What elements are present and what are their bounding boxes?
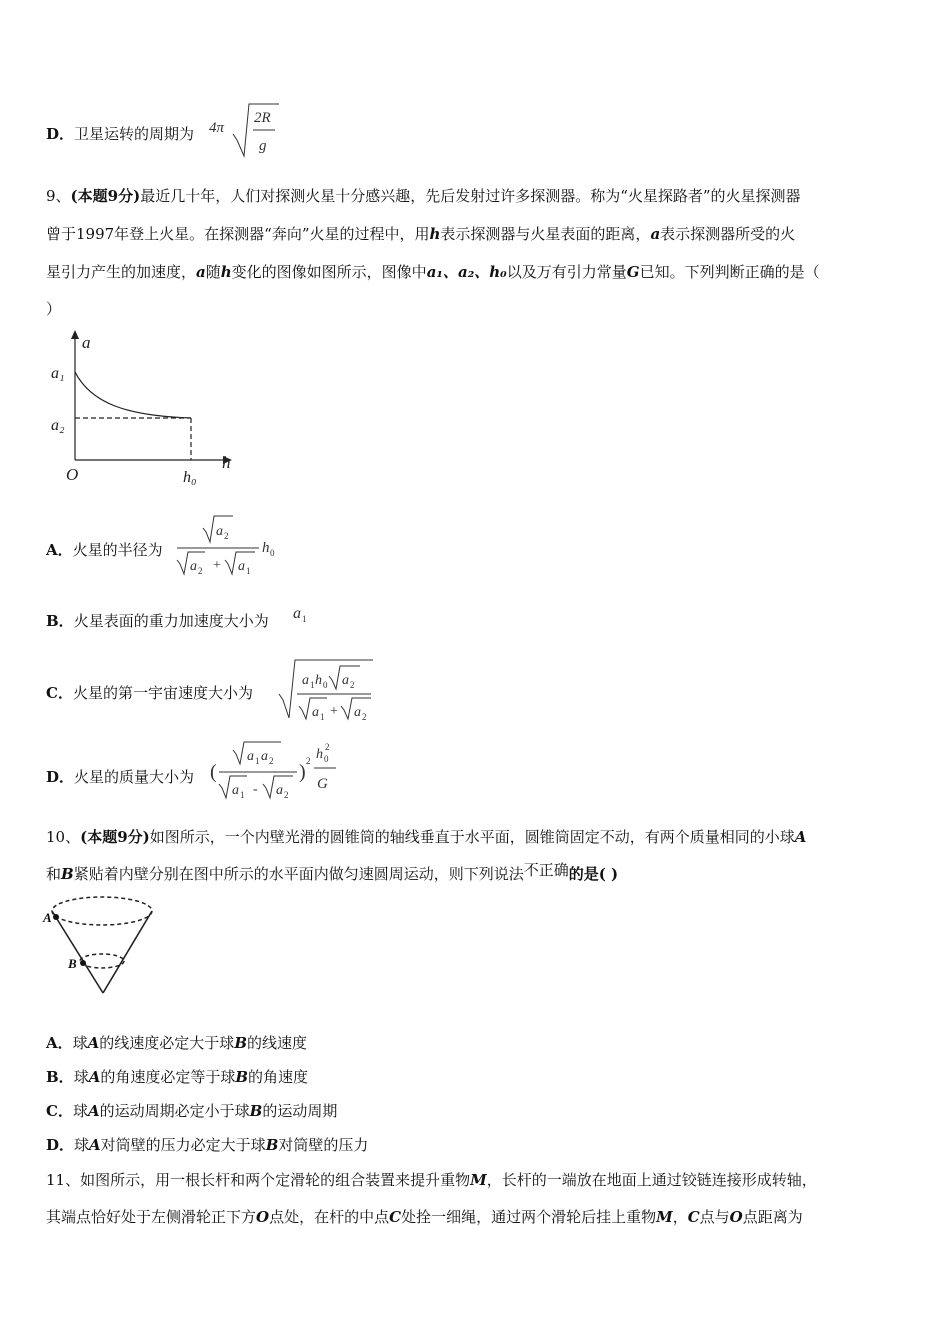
svg-text:a: a — [190, 559, 197, 574]
q11-line-2: 其端点恰好处于左侧滑轮正下方O点处，在杆的中点C处拴一细绳，通过两个滑轮后挂上重物M，C点与O点距离为 — [46, 1208, 803, 1226]
tick-label-a1: a₁ — [51, 365, 65, 382]
option-label: D． — [46, 125, 75, 143]
svg-text:a: a — [261, 749, 268, 764]
q9-line-3: 星引力产生的加速度，a随h变化的图像如图所示，图像中a₁、a₂、h₀以及万有引力常量G已知。下列判断正确的是（ — [46, 263, 820, 281]
ball-a-label: A — [43, 910, 52, 925]
q9-option-a: A．火星的半径为 — [46, 541, 163, 559]
svg-text:1: 1 — [302, 614, 307, 624]
svg-text:a: a — [302, 673, 309, 688]
svg-text:g: g — [259, 138, 267, 154]
svg-text:0: 0 — [324, 754, 329, 764]
option-text: 卫星运转的周期为 — [74, 125, 195, 143]
svg-text:): ) — [299, 761, 306, 783]
svg-text:a: a — [342, 673, 349, 688]
svg-text:1: 1 — [246, 566, 251, 576]
q9-option-a-formula — [175, 512, 285, 578]
svg-text:2: 2 — [269, 756, 274, 766]
svg-text:-: - — [253, 782, 258, 797]
svg-text:a: a — [293, 605, 301, 622]
tick-label-a2: a₂ — [51, 417, 65, 434]
svg-text:h: h — [315, 673, 322, 688]
svg-text:+: + — [330, 704, 338, 719]
svg-text:2: 2 — [325, 742, 330, 752]
q9-option-d-formula — [209, 738, 344, 804]
svg-text:2: 2 — [350, 680, 355, 690]
svg-text:2: 2 — [284, 790, 289, 800]
q10-line-1: 10、(本题9分)如图所示，一个内壁光滑的圆锥筒的轴线垂直于水平面，圆锥筒固定不动，有两个质量相同的小球A — [46, 828, 807, 846]
svg-text:1: 1 — [240, 790, 245, 800]
svg-text:2: 2 — [306, 756, 311, 766]
svg-text:h: h — [316, 747, 323, 762]
q11-line-1: 11、如图所示，用一根长杆和两个定滑轮的组合装置来提升重物M，长杆的一端放在地面上通过铰链连接形成转轴， — [46, 1171, 817, 1189]
svg-text:1: 1 — [310, 680, 315, 690]
svg-text:a: a — [216, 524, 223, 539]
q8-option-d — [46, 124, 194, 144]
q9-line-2: 曾于1997年登上火星。在探测器“奔向”火星的过程中，用h表示探测器与火星表面的距离，a表示探测器所受的火 — [46, 225, 796, 243]
q9-option-c-formula — [275, 656, 380, 722]
axis-label-a: a — [82, 333, 91, 352]
svg-text:a: a — [247, 749, 254, 764]
svg-text:1: 1 — [320, 712, 325, 722]
svg-text:+: + — [213, 558, 221, 573]
q9-graph-a-vs-h — [46, 328, 246, 490]
q9-line-4: ） — [46, 300, 62, 318]
q9-option-b-formula — [291, 598, 321, 626]
svg-text:2: 2 — [362, 712, 367, 722]
origin-label: O — [66, 465, 79, 484]
q10-option-c: C．球A的运动周期必定小于球B的运动周期 — [46, 1102, 338, 1120]
svg-text:a: a — [276, 783, 283, 798]
svg-text:a: a — [354, 705, 361, 720]
svg-text:2: 2 — [198, 566, 203, 576]
q10-option-d: D．球A对筒壁的压力必定大于球B对筒壁的压力 — [46, 1136, 369, 1154]
q8-formula-period — [207, 100, 287, 158]
svg-text:a: a — [312, 705, 319, 720]
svg-text:2: 2 — [224, 531, 229, 541]
q10-cone-figure — [40, 893, 165, 998]
svg-text:a: a — [238, 559, 245, 574]
svg-text:2R: 2R — [254, 110, 271, 126]
q10-option-b: B．球A的角速度必定等于球B的角速度 — [46, 1068, 309, 1086]
svg-text:1: 1 — [255, 756, 260, 766]
svg-text:0: 0 — [323, 680, 328, 690]
q9-option-c: C．火星的第一宇宙速度大小为 — [46, 684, 253, 702]
q9-option-d: D．火星的质量大小为 — [46, 768, 195, 786]
tick-label-h0: h₀ — [183, 469, 197, 486]
q10-option-a: A．球A的线速度必定大于球B的线速度 — [46, 1034, 308, 1052]
q10-line-2: 和B紧贴着内壁分别在图中所示的水平面内做匀速圆周运动，则下列说法不正确的是( ) — [46, 861, 619, 883]
svg-text:4π: 4π — [209, 120, 225, 136]
q9-line-1: 9、(本题9分)最近几十年，人们对探测火星十分感兴趣，先后发射过许多探测器。称为“火星探路者”的火星探测器 — [46, 187, 801, 205]
q9-option-b: B．火星表面的重力加速度大小为 — [46, 612, 269, 630]
svg-text:G: G — [317, 776, 328, 792]
svg-text:h: h — [262, 540, 270, 556]
svg-text:a: a — [232, 783, 239, 798]
svg-text:(: ( — [210, 761, 217, 783]
ball-b-label: B — [68, 956, 77, 971]
axis-label-h: h — [222, 453, 231, 472]
svg-text:0: 0 — [270, 548, 275, 558]
